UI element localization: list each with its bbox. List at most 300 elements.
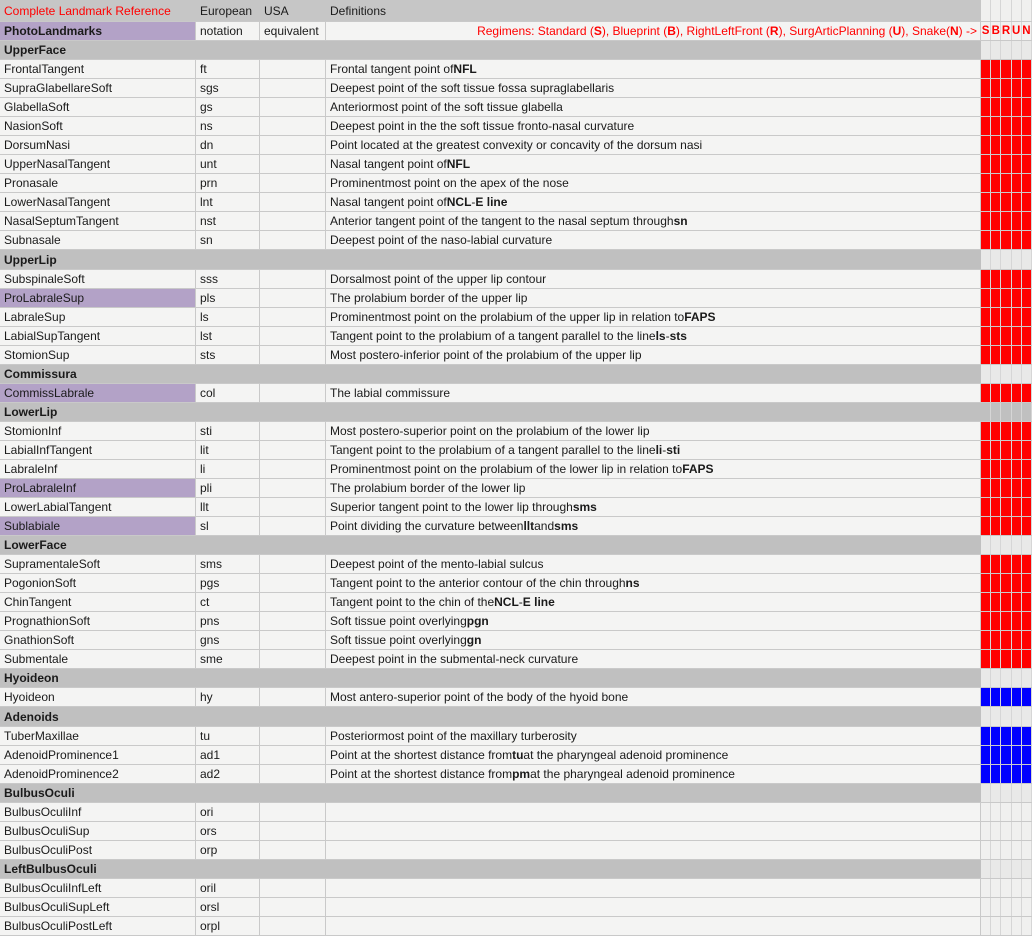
regimen-cell-s[interactable] <box>981 498 991 516</box>
regimen-cell-s[interactable] <box>981 212 991 230</box>
regimen-cell-n[interactable] <box>1022 860 1032 878</box>
regimen-cell-u[interactable] <box>1012 98 1022 116</box>
regimen-cell-n[interactable] <box>1022 650 1032 668</box>
regimen-cell-r[interactable] <box>1001 860 1011 878</box>
regimen-cell-n[interactable] <box>1022 136 1032 154</box>
landmark-name-cell[interactable]: StomionInf <box>0 422 196 440</box>
landmark-name-cell[interactable]: BulbusOculiPostLeft <box>0 917 196 935</box>
regimen-cell-s[interactable] <box>981 231 991 249</box>
definition-cell[interactable] <box>326 917 981 935</box>
usa-equivalent-cell[interactable] <box>260 460 326 478</box>
definition-cell[interactable] <box>326 803 981 821</box>
definition-cell[interactable]: Point dividing the curvature between llt and sms <box>326 517 981 535</box>
section-title[interactable]: UpperLip <box>4 252 57 267</box>
regimen-column-header-u[interactable]: U <box>1012 22 1022 40</box>
regimen-cell-b[interactable] <box>991 536 1001 554</box>
usa-equivalent-cell[interactable] <box>260 79 326 97</box>
photolandmarks-cell[interactable]: PhotoLandmarks <box>0 22 196 40</box>
landmark-name-cell[interactable]: SupramentaleSoft <box>0 555 196 573</box>
regimen-cell-n[interactable] <box>1022 898 1032 916</box>
regimen-cell-n[interactable] <box>1022 79 1032 97</box>
definition-cell[interactable]: Most postero-inferior point of the prolabium of the upper lip <box>326 346 981 364</box>
landmark-name-cell[interactable]: AdenoidProminence1 <box>0 746 196 764</box>
regimen-cell-s[interactable] <box>981 117 991 135</box>
regimens-note[interactable]: Regimens: Standard ( S ), Blueprint ( B ), RightLeftFront ( R ), SurgArticPlanning ( U ), Snake( N ) -> <box>326 22 981 40</box>
regimen-cell-r[interactable] <box>1001 308 1011 326</box>
regimen-cell-r[interactable] <box>1001 765 1011 783</box>
regimen-cell-s[interactable] <box>981 270 991 288</box>
regimen-cell-s[interactable] <box>981 574 991 592</box>
usa-equivalent-cell[interactable] <box>260 155 326 173</box>
usa-equivalent-cell[interactable] <box>260 879 326 897</box>
regimen-cell-b[interactable] <box>991 403 1001 421</box>
regimen-cell-n[interactable] <box>1022 498 1032 516</box>
regimen-cell-r[interactable] <box>1001 536 1011 554</box>
regimen-cell-n[interactable] <box>1022 346 1032 364</box>
regimen-cell-n[interactable] <box>1022 669 1032 687</box>
regimen-cell-n[interactable] <box>1022 803 1032 821</box>
column-header-definitions[interactable]: Definitions <box>330 3 387 18</box>
regimen-cell-r[interactable] <box>1001 270 1011 288</box>
regimen-cell-b[interactable] <box>991 174 1001 192</box>
regimen-cell-b[interactable] <box>991 41 1001 59</box>
definition-cell[interactable]: Point at the shortest distance from tu at the pharyngeal adenoid prominence <box>326 746 981 764</box>
regimen-cell-s[interactable] <box>981 727 991 745</box>
regimen-cell-u[interactable] <box>1012 384 1022 402</box>
regimen-cell-n[interactable] <box>1022 765 1032 783</box>
regimen-cell-r[interactable] <box>1001 574 1011 592</box>
landmark-name-cell[interactable]: NasalSeptumTangent <box>0 212 196 230</box>
usa-equivalent-cell[interactable] <box>260 765 326 783</box>
regimen-cell-u[interactable] <box>1012 822 1022 840</box>
regimen-cell-u[interactable] <box>1012 841 1022 859</box>
landmark-name-cell[interactable]: SubspinaleSoft <box>0 270 196 288</box>
regimen-cell-s[interactable] <box>981 155 991 173</box>
regimen-cell-r[interactable] <box>1001 365 1011 383</box>
regimen-cell-s[interactable] <box>981 879 991 897</box>
regimen-cell-r[interactable] <box>1001 688 1011 706</box>
usa-equivalent-cell[interactable] <box>260 517 326 535</box>
notation-cell[interactable]: orp <box>196 841 260 859</box>
regimen-cell-u[interactable] <box>1012 898 1022 916</box>
regimen-cell-s[interactable] <box>981 193 991 211</box>
table-title[interactable]: Complete Landmark Reference <box>4 3 171 18</box>
usa-equivalent-cell[interactable] <box>260 574 326 592</box>
regimen-cell-s[interactable] <box>981 422 991 440</box>
regimen-cell-s[interactable] <box>981 822 991 840</box>
regimen-cell-n[interactable] <box>1022 41 1032 59</box>
regimen-cell-s[interactable] <box>981 688 991 706</box>
regimen-cell-r[interactable] <box>1001 727 1011 745</box>
notation-cell[interactable]: ct <box>196 593 260 611</box>
regimen-cell-s[interactable] <box>981 441 991 459</box>
landmark-name-cell[interactable]: ProLabraleInf <box>0 479 196 497</box>
notation-cell[interactable]: llt <box>196 498 260 516</box>
regimen-cell-s[interactable] <box>981 765 991 783</box>
landmark-name-cell[interactable]: UpperNasalTangent <box>0 155 196 173</box>
regimen-cell-b[interactable] <box>991 650 1001 668</box>
regimen-cell-u[interactable] <box>1012 327 1022 345</box>
regimen-cell-s[interactable] <box>981 860 991 878</box>
regimen-cell-b[interactable] <box>991 860 1001 878</box>
regimen-cell-n[interactable] <box>1022 403 1032 421</box>
regimen-cell-s[interactable] <box>981 460 991 478</box>
notation-cell[interactable]: orpl <box>196 917 260 935</box>
regimen-cell-u[interactable] <box>1012 803 1022 821</box>
regimen-cell-s[interactable] <box>981 803 991 821</box>
regimen-cell-s[interactable] <box>981 98 991 116</box>
regimen-cell-n[interactable] <box>1022 155 1032 173</box>
regimen-cell-n[interactable] <box>1022 308 1032 326</box>
definition-cell[interactable]: The prolabium border of the upper lip <box>326 289 981 307</box>
regimen-cell-r[interactable] <box>1001 289 1011 307</box>
notation-cell[interactable]: oril <box>196 879 260 897</box>
regimen-cell-s[interactable] <box>981 917 991 935</box>
regimen-cell-b[interactable] <box>991 898 1001 916</box>
landmark-name-cell[interactable]: BulbusOculiSupLeft <box>0 898 196 916</box>
notation-cell[interactable]: pls <box>196 289 260 307</box>
regimen-cell-b[interactable] <box>991 98 1001 116</box>
regimen-cell-n[interactable] <box>1022 612 1032 630</box>
regimen-cell-r[interactable] <box>1001 117 1011 135</box>
regimen-cell-u[interactable] <box>1012 117 1022 135</box>
definition-cell[interactable]: Tangent point to the chin of the NCL - E line <box>326 593 981 611</box>
notation-cell[interactable]: sss <box>196 270 260 288</box>
regimen-cell-s[interactable] <box>981 669 991 687</box>
section-title[interactable]: LowerFace <box>4 538 67 553</box>
regimen-cell-s[interactable] <box>981 479 991 497</box>
regimen-cell-u[interactable] <box>1012 631 1022 649</box>
usa-equivalent-cell[interactable] <box>260 746 326 764</box>
regimen-cell-s[interactable] <box>981 650 991 668</box>
usa-equivalent-cell[interactable] <box>260 212 326 230</box>
usa-equivalent-cell[interactable] <box>260 289 326 307</box>
regimen-cell-s[interactable] <box>981 707 991 725</box>
usa-equivalent-cell[interactable] <box>260 898 326 916</box>
definition-cell[interactable]: Most antero-superior point of the body of the hyoid bone <box>326 688 981 706</box>
landmark-name-cell[interactable]: Hyoideon <box>0 688 196 706</box>
regimen-cell-r[interactable] <box>1001 403 1011 421</box>
usa-equivalent-cell[interactable] <box>260 384 326 402</box>
usa-equivalent-cell[interactable] <box>260 555 326 573</box>
regimen-cell-u[interactable] <box>1012 60 1022 78</box>
regimen-cell-r[interactable] <box>1001 517 1011 535</box>
definition-cell[interactable]: Soft tissue point overlying gn <box>326 631 981 649</box>
regimen-cell-n[interactable] <box>1022 327 1032 345</box>
definition-cell[interactable]: Posteriormost point of the maxillary turberosity <box>326 727 981 745</box>
landmark-name-cell[interactable]: LabialInfTangent <box>0 441 196 459</box>
regimen-cell-n[interactable] <box>1022 365 1032 383</box>
regimen-cell-n[interactable] <box>1022 631 1032 649</box>
regimen-cell-u[interactable] <box>1012 41 1022 59</box>
regimen-cell-r[interactable] <box>1001 441 1011 459</box>
landmark-name-cell[interactable]: BulbusOculiInfLeft <box>0 879 196 897</box>
section-title[interactable]: LowerLip <box>4 404 58 419</box>
notation-cell[interactable]: ad2 <box>196 765 260 783</box>
landmark-name-cell[interactable]: Sublabiale <box>0 517 196 535</box>
regimen-cell-s[interactable] <box>981 136 991 154</box>
notation-cell[interactable]: sts <box>196 346 260 364</box>
notation-cell[interactable]: prn <box>196 174 260 192</box>
regimen-cell-b[interactable] <box>991 422 1001 440</box>
definition-cell[interactable] <box>326 841 981 859</box>
usa-equivalent-cell[interactable] <box>260 174 326 192</box>
regimen-cell-b[interactable] <box>991 746 1001 764</box>
section-title[interactable]: Hyoideon <box>4 671 59 686</box>
regimen-cell-b[interactable] <box>991 155 1001 173</box>
notation-header-cell[interactable]: notation <box>196 22 260 40</box>
landmark-name-cell[interactable]: LabraleInf <box>0 460 196 478</box>
regimen-cell-b[interactable] <box>991 841 1001 859</box>
regimen-cell-n[interactable] <box>1022 441 1032 459</box>
definition-cell[interactable]: The prolabium border of the lower lip <box>326 479 981 497</box>
regimen-cell-s[interactable] <box>981 327 991 345</box>
usa-equivalent-cell[interactable] <box>260 631 326 649</box>
regimen-cell-u[interactable] <box>1012 365 1022 383</box>
notation-cell[interactable]: tu <box>196 727 260 745</box>
regimen-cell-b[interactable] <box>991 289 1001 307</box>
definition-cell[interactable]: Prominentmost point on the prolabium of the upper lip in relation to FAPS <box>326 308 981 326</box>
definition-cell[interactable]: Tangent point to the anterior contour of the chin through ns <box>326 574 981 592</box>
regimen-cell-b[interactable] <box>991 631 1001 649</box>
regimen-cell-u[interactable] <box>1012 422 1022 440</box>
regimen-cell-b[interactable] <box>991 822 1001 840</box>
regimen-cell-r[interactable] <box>1001 498 1011 516</box>
regimen-cell-b[interactable] <box>991 60 1001 78</box>
landmark-name-cell[interactable]: TuberMaxillae <box>0 727 196 745</box>
regimen-cell-u[interactable] <box>1012 574 1022 592</box>
regimen-cell-r[interactable] <box>1001 669 1011 687</box>
landmark-name-cell[interactable]: PogonionSoft <box>0 574 196 592</box>
definition-cell[interactable]: Prominentmost point on the prolabium of the lower lip in relation to FAPS <box>326 460 981 478</box>
regimen-cell-s[interactable] <box>981 612 991 630</box>
regimen-cell-s[interactable] <box>981 308 991 326</box>
regimen-cell-n[interactable] <box>1022 384 1032 402</box>
landmark-name-cell[interactable]: StomionSup <box>0 346 196 364</box>
regimen-cell-n[interactable] <box>1022 574 1032 592</box>
regimen-cell-u[interactable] <box>1012 669 1022 687</box>
regimen-cell-u[interactable] <box>1012 593 1022 611</box>
definition-cell[interactable]: Soft tissue point overlying pgn <box>326 612 981 630</box>
regimen-cell-r[interactable] <box>1001 231 1011 249</box>
landmark-name-cell[interactable]: BulbusOculiSup <box>0 822 196 840</box>
regimen-cell-b[interactable] <box>991 270 1001 288</box>
regimen-cell-r[interactable] <box>1001 155 1011 173</box>
usa-equivalent-cell[interactable] <box>260 498 326 516</box>
landmark-name-cell[interactable]: GlabellaSoft <box>0 98 196 116</box>
regimen-cell-r[interactable] <box>1001 631 1011 649</box>
regimen-cell-s[interactable] <box>981 898 991 916</box>
regimen-cell-u[interactable] <box>1012 231 1022 249</box>
notation-cell[interactable]: pns <box>196 612 260 630</box>
regimen-cell-s[interactable] <box>981 79 991 97</box>
regimen-cell-u[interactable] <box>1012 517 1022 535</box>
regimen-cell-r[interactable] <box>1001 612 1011 630</box>
regimen-cell-n[interactable] <box>1022 98 1032 116</box>
regimen-cell-b[interactable] <box>991 727 1001 745</box>
regimen-cell-s[interactable] <box>981 784 991 802</box>
landmark-name-cell[interactable]: NasionSoft <box>0 117 196 135</box>
regimen-cell-n[interactable] <box>1022 117 1032 135</box>
usa-equivalent-cell[interactable] <box>260 841 326 859</box>
definition-cell[interactable] <box>326 898 981 916</box>
regimen-cell-u[interactable] <box>1012 746 1022 764</box>
regimen-cell-n[interactable] <box>1022 917 1032 935</box>
usa-equivalent-cell[interactable] <box>260 727 326 745</box>
usa-equivalent-cell[interactable] <box>260 117 326 135</box>
regimen-cell-n[interactable] <box>1022 174 1032 192</box>
regimen-cell-n[interactable] <box>1022 822 1032 840</box>
regimen-cell-n[interactable] <box>1022 479 1032 497</box>
notation-cell[interactable]: pli <box>196 479 260 497</box>
regimen-cell-r[interactable] <box>1001 898 1011 916</box>
regimen-cell-n[interactable] <box>1022 841 1032 859</box>
regimen-cell-b[interactable] <box>991 117 1001 135</box>
regimen-cell-b[interactable] <box>991 707 1001 725</box>
landmark-name-cell[interactable]: CommissLabrale <box>0 384 196 402</box>
regimen-cell-b[interactable] <box>991 517 1001 535</box>
landmark-name-cell[interactable]: FrontalTangent <box>0 60 196 78</box>
regimen-cell-b[interactable] <box>991 593 1001 611</box>
regimen-cell-u[interactable] <box>1012 403 1022 421</box>
regimen-cell-u[interactable] <box>1012 536 1022 554</box>
regimen-cell-b[interactable] <box>991 803 1001 821</box>
definition-cell[interactable]: Point at the shortest distance from pm at the pharyngeal adenoid prominence <box>326 765 981 783</box>
regimen-cell-b[interactable] <box>991 212 1001 230</box>
regimen-cell-r[interactable] <box>1001 212 1011 230</box>
notation-cell[interactable]: hy <box>196 688 260 706</box>
section-title[interactable]: Commissura <box>4 366 77 381</box>
regimen-cell-u[interactable] <box>1012 784 1022 802</box>
regimen-cell-r[interactable] <box>1001 79 1011 97</box>
regimen-cell-r[interactable] <box>1001 555 1011 573</box>
regimen-cell-r[interactable] <box>1001 822 1011 840</box>
regimen-cell-r[interactable] <box>1001 346 1011 364</box>
section-title[interactable]: UpperFace <box>4 43 67 58</box>
regimen-cell-s[interactable] <box>981 631 991 649</box>
regimen-cell-n[interactable] <box>1022 422 1032 440</box>
regimen-cell-n[interactable] <box>1022 688 1032 706</box>
regimen-cell-b[interactable] <box>991 784 1001 802</box>
regimen-cell-r[interactable] <box>1001 174 1011 192</box>
regimen-cell-n[interactable] <box>1022 746 1032 764</box>
regimen-cell-u[interactable] <box>1012 308 1022 326</box>
regimen-cell-r[interactable] <box>1001 879 1011 897</box>
notation-cell[interactable]: lst <box>196 327 260 345</box>
usa-equivalent-cell[interactable] <box>260 917 326 935</box>
regimen-cell-r[interactable] <box>1001 460 1011 478</box>
regimen-cell-u[interactable] <box>1012 155 1022 173</box>
regimen-column-header-b[interactable]: B <box>991 22 1001 40</box>
regimen-cell-b[interactable] <box>991 231 1001 249</box>
regimen-cell-r[interactable] <box>1001 384 1011 402</box>
landmark-name-cell[interactable]: AdenoidProminence2 <box>0 765 196 783</box>
regimen-cell-n[interactable] <box>1022 707 1032 725</box>
regimen-cell-u[interactable] <box>1012 555 1022 573</box>
regimen-cell-r[interactable] <box>1001 593 1011 611</box>
definition-cell[interactable]: Deepest point in the submental-neck curvature <box>326 650 981 668</box>
regimen-cell-b[interactable] <box>991 498 1001 516</box>
regimen-cell-r[interactable] <box>1001 193 1011 211</box>
regimen-cell-u[interactable] <box>1012 289 1022 307</box>
regimen-cell-r[interactable] <box>1001 136 1011 154</box>
landmark-name-cell[interactable]: LabialSupTangent <box>0 327 196 345</box>
definition-cell[interactable]: Most postero-superior point on the prolabium of the lower lip <box>326 422 981 440</box>
definition-cell[interactable]: Prominentmost point on the apex of the nose <box>326 174 981 192</box>
notation-cell[interactable]: nst <box>196 212 260 230</box>
definition-cell[interactable]: Deepest point of the mento-labial sulcus <box>326 555 981 573</box>
definition-cell[interactable]: Deepest point of the soft tissue fossa supraglabellaris <box>326 79 981 97</box>
regimen-cell-n[interactable] <box>1022 517 1032 535</box>
notation-cell[interactable]: ad1 <box>196 746 260 764</box>
regimen-cell-r[interactable] <box>1001 784 1011 802</box>
notation-cell[interactable]: sms <box>196 555 260 573</box>
regimen-cell-u[interactable] <box>1012 250 1022 268</box>
definition-cell[interactable]: Tangent point to the prolabium of a tangent parallel to the line ls - sts <box>326 327 981 345</box>
regimen-cell-u[interactable] <box>1012 727 1022 745</box>
regimen-cell-b[interactable] <box>991 346 1001 364</box>
regimen-cell-s[interactable] <box>981 289 991 307</box>
regimen-cell-b[interactable] <box>991 765 1001 783</box>
notation-cell[interactable]: lit <box>196 441 260 459</box>
definition-cell[interactable]: Point located at the greatest convexity or concavity of the dorsum nasi <box>326 136 981 154</box>
regimen-cell-u[interactable] <box>1012 136 1022 154</box>
notation-cell[interactable]: unt <box>196 155 260 173</box>
regimen-cell-u[interactable] <box>1012 688 1022 706</box>
regimen-cell-b[interactable] <box>991 327 1001 345</box>
definition-cell[interactable]: Nasal tangent point of NFL <box>326 155 981 173</box>
regimen-cell-s[interactable] <box>981 250 991 268</box>
definition-cell[interactable]: Dorsalmost point of the upper lip contour <box>326 270 981 288</box>
landmark-name-cell[interactable]: Submentale <box>0 650 196 668</box>
landmark-name-cell[interactable]: ChinTangent <box>0 593 196 611</box>
notation-cell[interactable]: ft <box>196 60 260 78</box>
definition-cell[interactable]: Anteriormost point of the soft tissue glabella <box>326 98 981 116</box>
regimen-cell-u[interactable] <box>1012 879 1022 897</box>
usa-equivalent-cell[interactable] <box>260 479 326 497</box>
landmark-name-cell[interactable]: Subnasale <box>0 231 196 249</box>
regimen-cell-r[interactable] <box>1001 327 1011 345</box>
regimen-cell-r[interactable] <box>1001 250 1011 268</box>
regimen-cell-s[interactable] <box>981 41 991 59</box>
regimen-cell-n[interactable] <box>1022 879 1032 897</box>
regimen-cell-n[interactable] <box>1022 289 1032 307</box>
regimen-cell-r[interactable] <box>1001 98 1011 116</box>
regimen-column-header-r[interactable]: R <box>1001 22 1011 40</box>
notation-cell[interactable]: ns <box>196 117 260 135</box>
regimen-cell-u[interactable] <box>1012 650 1022 668</box>
regimen-cell-b[interactable] <box>991 308 1001 326</box>
equivalent-header-cell[interactable]: equivalent <box>260 22 326 40</box>
regimen-cell-s[interactable] <box>981 517 991 535</box>
regimen-cell-b[interactable] <box>991 136 1001 154</box>
regimen-cell-r[interactable] <box>1001 803 1011 821</box>
regimen-cell-b[interactable] <box>991 79 1001 97</box>
regimen-column-header-s[interactable]: S <box>981 22 991 40</box>
landmark-name-cell[interactable]: Pronasale <box>0 174 196 192</box>
regimen-cell-u[interactable] <box>1012 174 1022 192</box>
notation-cell[interactable]: sl <box>196 517 260 535</box>
regimen-cell-n[interactable] <box>1022 593 1032 611</box>
regimen-cell-n[interactable] <box>1022 231 1032 249</box>
regimen-cell-b[interactable] <box>991 365 1001 383</box>
regimen-cell-s[interactable] <box>981 365 991 383</box>
column-header-usa[interactable]: USA <box>264 3 289 18</box>
notation-cell[interactable]: gns <box>196 631 260 649</box>
usa-equivalent-cell[interactable] <box>260 270 326 288</box>
regimen-cell-u[interactable] <box>1012 707 1022 725</box>
regimen-cell-b[interactable] <box>991 574 1001 592</box>
